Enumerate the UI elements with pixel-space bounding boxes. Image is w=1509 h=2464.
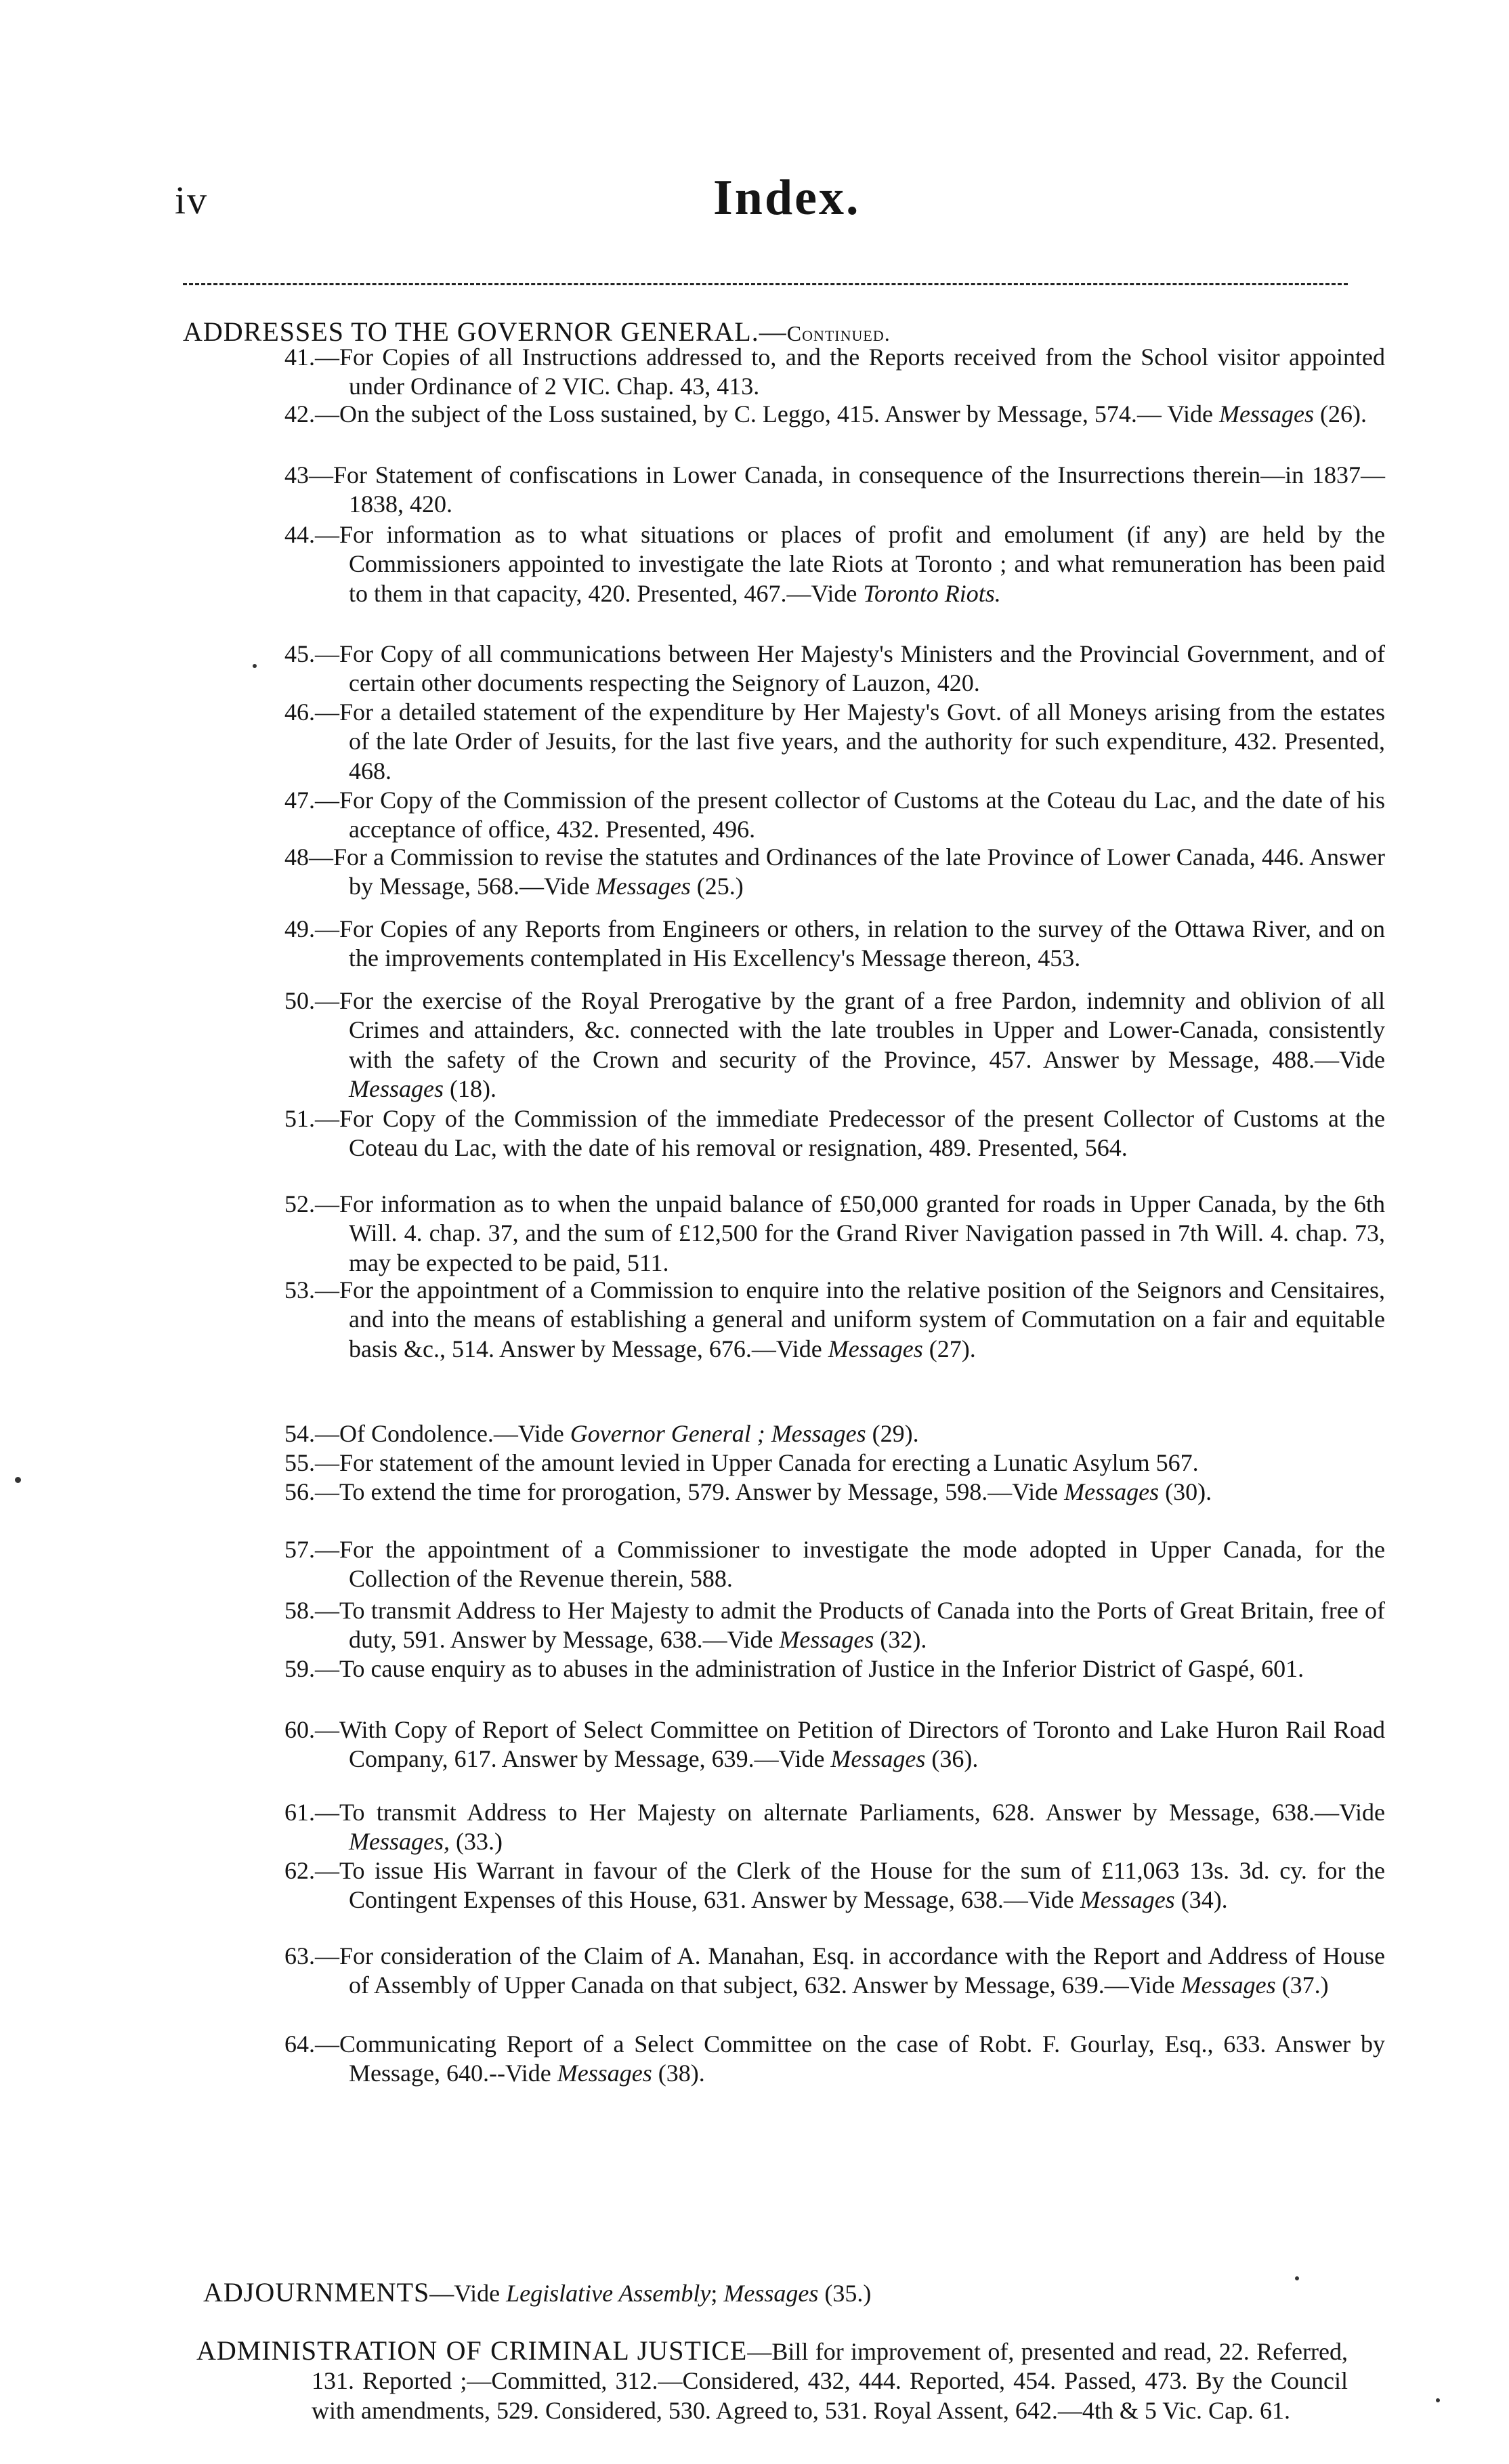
entry-reference-number: (32). xyxy=(880,1626,927,1654)
index-entry xyxy=(284,915,1385,974)
entry-reference: Messages xyxy=(779,1626,874,1654)
entry-reference-number: (30). xyxy=(1165,1478,1212,1505)
entry-text: —For the appointment of a Commissioner to investigate the mode adopted in Upper Canada, for the Collection of the Revenue therein, 588. xyxy=(315,1536,1385,1593)
entry-text: —For information as to what situations or places of profit and emolument (if any) are held by the Commissioners appointed to investigate the late Riots at Toronto ; and what remuneration has been paid to them in that capacity, 420. Presented, 467.—Vide xyxy=(315,521,1385,607)
index-entry xyxy=(284,1448,1385,1478)
entry-text: —For Statement of confiscations in Lower Canada, in consequence of the Insurrections therein—in 1837—1838, 420. xyxy=(309,461,1385,518)
print-speck xyxy=(1295,2276,1299,2280)
section-heading-text: ADDRESSES TO THE GOVERNOR GENERAL.— xyxy=(183,316,787,347)
entry-reference-number: (33.) xyxy=(455,1828,503,1856)
entry-reference: Messages xyxy=(1080,1886,1175,1914)
entry-number: 50. xyxy=(284,987,315,1014)
entry-reference: Messages xyxy=(1064,1478,1160,1505)
entry-number: 47. xyxy=(284,787,315,814)
entry-text: —On the subject of the Loss sustained, by C. Leggo, 415. Answer by Message, 574.— Vide xyxy=(315,400,1214,427)
entry-number: 60. xyxy=(284,1716,315,1743)
entry-text: —To transmit Address to Her Majesty to admit the Products of Canada into the Ports of Great Britain, free of duty, 591. Answer by Message, 638.—Vide xyxy=(315,1597,1385,1654)
index-entry xyxy=(284,1654,1385,1684)
index-entry xyxy=(284,1715,1385,1774)
entry-text: —To extend the time for prorogation, 579. Answer by Message, 598.—Vide xyxy=(315,1478,1059,1505)
entry-number: 57. xyxy=(284,1536,315,1563)
index-entry xyxy=(284,1535,1385,1594)
entry-number: 54. xyxy=(284,1420,315,1447)
entry-reference-number: (18). xyxy=(449,1075,496,1103)
index-entry xyxy=(284,1596,1385,1655)
entry-number: 46. xyxy=(284,698,315,726)
entry-text: —For Copies of all Instructions addressed to, and the Reports received from the School visitor appointed under Ordinance of 2 VIC. Chap. 43, 413. xyxy=(315,343,1385,400)
index-entry xyxy=(284,2030,1385,2089)
adjournments-sep: ; xyxy=(710,2280,724,2307)
entry-number: 53. xyxy=(284,1276,315,1303)
adjournments-text: —Vide xyxy=(429,2280,501,2307)
entry-reference-number: (25.) xyxy=(696,873,744,900)
adjournments-ref-1: Legislative Assembly xyxy=(506,2280,711,2307)
entry-reference-number: (29). xyxy=(872,1420,919,1447)
entry-number: 43 xyxy=(284,461,309,488)
entry-reference-number: (38). xyxy=(658,2060,705,2087)
entry-text: —To issue His Warrant in favour of the Clerk of the House for the sum of £11,063 13s. 3d. cy. for the Contingent Expenses of this House, 631. Answer by Message, 638.—Vide xyxy=(315,1857,1385,1914)
entry-text: —For information as to when the unpaid balance of £50,000 granted for roads in Upper Canada, by the 6th Will. 4. chap. 37, and the sum of £12,500 for the Grand River Navigation passed in 7th Will. 4. chap. 73, may be expected to be paid, 511. xyxy=(315,1190,1385,1276)
adjournments-entry xyxy=(203,2278,1355,2308)
header-rule xyxy=(183,283,1348,285)
entry-number: 62. xyxy=(284,1857,315,1884)
entry-number: 63. xyxy=(284,1942,315,1969)
entry-text: —To cause enquiry as to abuses in the administration of Justice in the Inferior District of Gaspé, 601. xyxy=(315,1655,1304,1682)
entry-reference: Messages xyxy=(349,1075,444,1103)
entry-reference: Governor General ; Messages xyxy=(570,1420,866,1447)
index-entry xyxy=(284,1104,1385,1163)
entry-reference: Messages xyxy=(1181,1971,1276,1999)
entry-number: 61. xyxy=(284,1799,315,1826)
page-folio: iv xyxy=(175,178,209,222)
index-entry xyxy=(284,400,1385,429)
entry-number: 49. xyxy=(284,915,315,942)
entry-number: 56. xyxy=(284,1478,315,1505)
entry-text: —For the exercise of the Royal Prerogative by the grant of a free Pardon, indemnity and oblivion of all Crimes and attainders, &c. connected with the late troubles in Upper and Lower-Canada, consistently with the safety of the Crown and security of the Province, 457. Answer by Message, 488.—Vide xyxy=(315,987,1385,1073)
entry-reference-number: (26). xyxy=(1320,400,1367,427)
entry-reference: Messages xyxy=(595,873,691,900)
entry-reference: Toronto Riots. xyxy=(863,579,1001,607)
index-entry xyxy=(284,1419,1385,1448)
criminal-justice-heading: ADMINISTRATION OF CRIMINAL JUSTICE xyxy=(196,2335,748,2366)
entry-number: 44. xyxy=(284,521,315,548)
entry-reference: Messages xyxy=(557,2060,652,2087)
page-title: Index. xyxy=(713,170,861,226)
entry-text: —For Copies of any Reports from Engineers or others, in relation to the survey of the Ottawa River, and on the improvements contemplated in His Excellency's Message thereon, 453. xyxy=(315,915,1385,972)
entry-number: 42. xyxy=(284,400,315,427)
print-speck xyxy=(253,664,257,668)
entry-text: —For Copy of all communications between Her Majesty's Ministers and the Provincial Government, and of certain other documents respecting the Seignory of Lauzon, 420. xyxy=(315,640,1385,697)
criminal-justice-text: —Bill for improvement of, presented and read, 22. Referred, 131. Reported ;—Committed, 312.—Considered, 432, 444. Reported, 454. Passed, 473. By the Council with amendments, 529. Considered, 530. Agreed to, 531. Royal Assent, 642.—4th & 5 Vic. Cap. 61. xyxy=(312,2338,1348,2424)
adjournments-heading: ADJOURNMENTS xyxy=(203,2277,430,2308)
index-entry xyxy=(284,1478,1385,1507)
print-speck xyxy=(1436,2398,1440,2402)
entry-reference-number: (27). xyxy=(929,1335,976,1362)
entry-number: 59. xyxy=(284,1655,315,1682)
entry-reference-number: (37.) xyxy=(1281,1971,1329,1999)
entry-number: 51. xyxy=(284,1105,315,1132)
entry-reference: Messages xyxy=(830,1745,926,1773)
entry-number: 41. xyxy=(284,343,315,371)
entry-text: —For consideration of the Claim of A. Manahan, Esq. in accordance with the Report and Address of House of Assembly of Upper Canada on that subject, 632. Answer by Message, 639.—Vide xyxy=(315,1942,1385,1999)
index-entry xyxy=(284,461,1385,520)
entry-text: —For Copy of the Commission of the immediate Predecessor of the present Collector of Customs at the Coteau du Lac, with the date of his removal or resignation, 489. Presented, 564. xyxy=(315,1105,1385,1162)
index-entry xyxy=(284,786,1385,845)
entry-text: —For the appointment of a Commission to enquire into the relative position of the Seignors and Censitaires, and into the means of establishing a general and uniform system of Commutation on a fair and equitable basis &c., 514. Answer by Message, 676.—Vide xyxy=(315,1276,1385,1362)
index-entry xyxy=(284,843,1385,902)
index-entry xyxy=(284,1190,1385,1278)
index-entry xyxy=(284,640,1385,698)
index-entry xyxy=(284,698,1385,786)
entry-number: 45. xyxy=(284,640,315,667)
entry-text: —For Copy of the Commission of the present collector of Customs at the Coteau du Lac, and the date of his acceptance of office, 432. Presented, 496. xyxy=(315,787,1385,843)
entry-text: —To transmit Address to Her Majesty on alternate Parliaments, 628. Answer by Message, 638.—Vide xyxy=(315,1799,1385,1826)
entry-number: 58. xyxy=(284,1597,315,1624)
entry-reference-number: (34). xyxy=(1181,1886,1228,1914)
index-entry xyxy=(284,1276,1385,1364)
print-speck xyxy=(15,1477,21,1483)
criminal-justice-entry xyxy=(196,2336,1348,2425)
index-entry xyxy=(284,1798,1385,1857)
entry-text: —For a Commission to revise the statutes and Ordinances of the late Province of Lower Canada, 446. Answer by Message, 568.—Vide xyxy=(309,843,1385,900)
entry-number: 48 xyxy=(284,843,309,871)
index-entry xyxy=(284,1942,1385,2001)
continued-label: Continued. xyxy=(786,321,891,346)
entry-number: 52. xyxy=(284,1190,315,1217)
adjournments-ref-2: Messages xyxy=(723,2280,819,2307)
entry-reference-number: (36). xyxy=(931,1745,979,1773)
entry-number: 64. xyxy=(284,2030,315,2058)
adjournments-number: (35.) xyxy=(824,2280,872,2307)
index-entry xyxy=(284,343,1385,402)
entry-reference: Messages xyxy=(1219,400,1314,427)
entry-text: —Communicating Report of a Select Committee on the case of Robt. F. Gourlay, Esq., 633. Answer by Message, 640.--Vide xyxy=(315,2030,1385,2087)
entry-text: —For a detailed statement of the expenditure by Her Majesty's Govt. of all Moneys arising from the estates of the late Order of Jesuits, for the last five years, and the authority for such expenditure, 432. Presented, 468. xyxy=(315,698,1385,785)
index-entry xyxy=(284,1856,1385,1915)
entry-text: —With Copy of Report of Select Committee on Petition of Directors of Toronto and Lake Huron Rail Road Company, 617. Answer by Message, 639.—Vide xyxy=(315,1716,1385,1773)
index-entry xyxy=(284,986,1385,1104)
entry-text: —Of Condolence.—Vide xyxy=(315,1420,564,1447)
entry-text: —For statement of the amount levied in Upper Canada for erecting a Lunatic Asylum 567. xyxy=(315,1449,1199,1476)
entry-reference: Messages, xyxy=(349,1828,450,1856)
index-entry xyxy=(284,520,1385,608)
entry-reference: Messages xyxy=(828,1335,923,1362)
entry-number: 55. xyxy=(284,1449,315,1476)
